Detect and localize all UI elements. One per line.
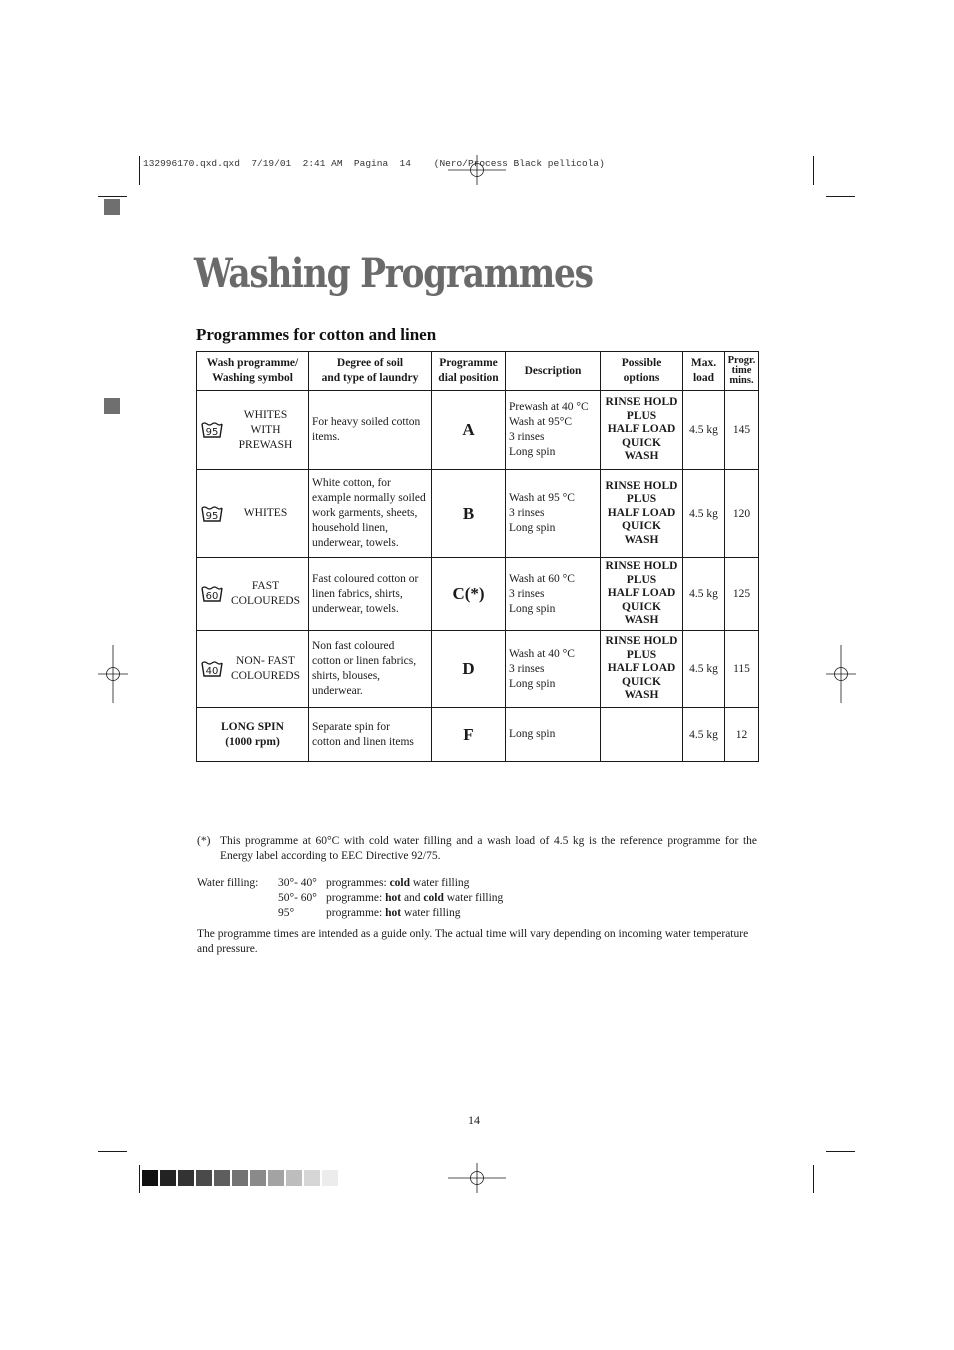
table-row: [197, 631, 759, 708]
color-swatch: [304, 1170, 320, 1186]
programme-cell: [197, 391, 309, 470]
time-cell: 125: [725, 558, 759, 631]
water-filling-temp: 95°: [278, 907, 295, 919]
programme-table: [196, 351, 759, 762]
crop-mark: [98, 196, 127, 197]
description-cell: Wash at 60 °C 3 rinses Long spin: [506, 558, 601, 631]
options-cell: RINSE HOLD PLUS HALF LOAD QUICK WASH: [601, 470, 683, 558]
programme-cell: [197, 558, 309, 631]
crop-mark: [98, 1151, 127, 1152]
table-header-row: [197, 352, 759, 391]
dial-position-cell: C(*): [432, 558, 506, 631]
table-row: [197, 391, 759, 470]
dial-position-cell: D: [432, 631, 506, 708]
header-options: Possible options: [601, 352, 683, 391]
svg-text:60: 60: [205, 591, 219, 602]
water-filling-temp: 50°- 60°: [278, 892, 317, 904]
square-marker: [104, 398, 120, 414]
color-swatch: [178, 1170, 194, 1186]
page-number: 14: [468, 1113, 480, 1127]
page-title: Washing Programmes: [194, 250, 593, 297]
header-load: Max. load: [683, 352, 725, 391]
options-cell: [601, 708, 683, 762]
color-swatch: [214, 1170, 230, 1186]
time-cell: 120: [725, 470, 759, 558]
max-load-cell: 4.5 kg: [683, 631, 725, 708]
registration-mark-icon: [98, 645, 128, 703]
time-cell: 115: [725, 631, 759, 708]
options-cell: RINSE HOLD PLUS HALF LOAD QUICK WASH: [601, 558, 683, 631]
time-cell: 12: [725, 708, 759, 762]
section-subtitle: Programmes for cotton and linen: [196, 325, 437, 344]
color-swatch: [322, 1170, 338, 1186]
color-swatch: [250, 1170, 266, 1186]
max-load-cell: 4.5 kg: [683, 470, 725, 558]
programme-name: WHITES WITH PREWASH: [238, 408, 293, 451]
description-cell: Wash at 95 °C 3 rinses Long spin: [506, 470, 601, 558]
description-cell: Prewash at 40 °C Wash at 95°C 3 rinses Long spin: [506, 391, 601, 470]
table-row: [197, 708, 759, 762]
table-row: [197, 558, 759, 631]
time-cell: 145: [725, 391, 759, 470]
color-swatch: [160, 1170, 176, 1186]
degree-cell: Fast coloured cotton or linen fabrics, shirts, underwear, towels.: [309, 558, 432, 631]
header-programme: Wash programme/ Washing symbol: [197, 352, 309, 391]
header-time: Progr. time mins.: [725, 352, 759, 391]
max-load-cell: 4.5 kg: [683, 708, 725, 762]
programme-name: NON- FAST COLOUREDS: [230, 655, 300, 682]
description-cell: Wash at 40 °C 3 rinses Long spin: [506, 631, 601, 708]
wash-95-icon: [201, 421, 223, 439]
file-slug: 132996170.qxd.qxd 7/19/01 2:41 AM Pagina 14 (Nero/Process Black pellicola): [143, 158, 605, 169]
footnote-mark: (*): [197, 835, 211, 847]
dial-position-cell: A: [432, 391, 506, 470]
degree-cell: Separate spin for cotton and linen items: [309, 708, 432, 762]
water-filling-desc: programmes: cold water filling: [326, 877, 470, 889]
svg-text:95: 95: [205, 427, 219, 438]
programme-cell: LONG SPIN (1000 rpm): [197, 708, 309, 762]
footnote-text: This programme at 60°C with cold water filling and a wash load of 4.5 kg is the reference programme for the Energy label according to EEC Directive 92/75.: [220, 835, 757, 862]
degree-cell: Non fast coloured cotton or linen fabrics, shirts, blouses, underwear.: [309, 631, 432, 708]
svg-text:95: 95: [205, 510, 219, 522]
wash-60-icon: [201, 585, 223, 603]
square-marker: [104, 199, 120, 215]
programme-cell: [197, 470, 309, 558]
max-load-cell: 4.5 kg: [683, 391, 725, 470]
options-cell: RINSE HOLD PLUS HALF LOAD QUICK WASH: [601, 631, 683, 708]
max-load-cell: 4.5 kg: [683, 558, 725, 631]
degree-cell: White cotton, for example normally soiled work garments, sheets, household linen, underwear, towels.: [309, 470, 432, 558]
color-swatch: [196, 1170, 212, 1186]
programme-name: WHITES: [243, 507, 288, 519]
dial-position-cell: B: [432, 470, 506, 558]
footnote: [197, 834, 757, 864]
header-dial: Programme dial position: [432, 352, 506, 391]
wash-95-icon: [201, 505, 223, 523]
color-swatch: [232, 1170, 248, 1186]
registration-mark-icon: [448, 155, 506, 185]
water-filling-desc: programme: hot water filling: [326, 907, 461, 919]
registration-mark-icon: [826, 645, 856, 703]
crop-mark: [826, 196, 855, 197]
water-filling-label: Water filling:: [197, 877, 259, 889]
degree-cell: For heavy soiled cotton items.: [309, 391, 432, 470]
svg-text:40: 40: [205, 666, 219, 677]
options-cell: RINSE HOLD PLUS HALF LOAD QUICK WASH: [601, 391, 683, 470]
crop-mark: [813, 156, 814, 185]
dial-position-cell: F: [432, 708, 506, 762]
programme-name: FAST COLOUREDS: [230, 580, 300, 607]
crop-mark: [139, 1165, 140, 1193]
table-row: [197, 470, 759, 558]
water-filling-desc: programme: hot and cold water filling: [326, 892, 504, 904]
guide-note: The programme times are intended as a guide only. The actual time will vary depending on incoming water temperature and pressure.: [197, 928, 749, 955]
wash-40-icon: [201, 660, 223, 678]
header-degree: Degree of soil and type of laundry: [309, 352, 432, 391]
crop-mark: [139, 156, 140, 185]
color-swatch: [286, 1170, 302, 1186]
header-description: Description: [506, 352, 601, 391]
crop-mark: [826, 1151, 855, 1152]
color-swatch: [142, 1170, 158, 1186]
description-cell: Long spin: [506, 708, 601, 762]
color-swatch: [268, 1170, 284, 1186]
programme-cell: [197, 631, 309, 708]
crop-mark: [813, 1165, 814, 1193]
registration-mark-icon: [448, 1163, 506, 1193]
water-filling-temp: 30°- 40°: [278, 877, 317, 889]
